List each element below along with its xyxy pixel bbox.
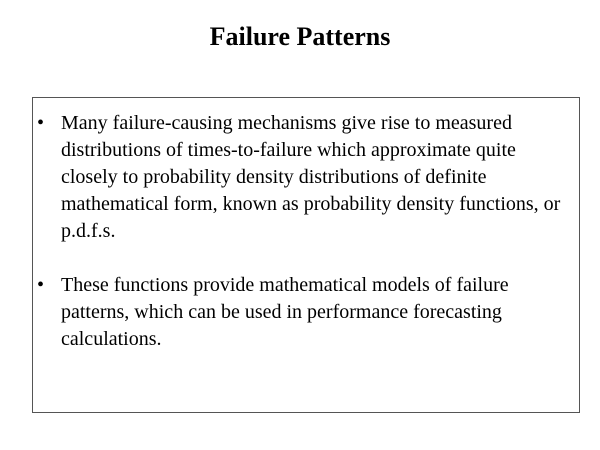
slide-title: Failure Patterns: [209, 22, 391, 51]
bullet-marker: •: [37, 274, 45, 296]
content-box: [32, 97, 580, 413]
bullet-text: Many failure-causing mechanisms give rise to measured distributions of times-to-failure which approximate quite closely to probability density distributions of definite mathematical form, known as probability density functions, or p.d.f.s.: [61, 112, 561, 242]
bullet-item-mechanisms: [33, 110, 579, 245]
bullet-item-models: [33, 272, 579, 353]
bullet-text: These functions provide mathematical models of failure patterns, which can be used in performance forecasting calculations.: [61, 274, 509, 350]
bullet-list: [33, 110, 579, 380]
bullet-marker: •: [37, 112, 45, 134]
